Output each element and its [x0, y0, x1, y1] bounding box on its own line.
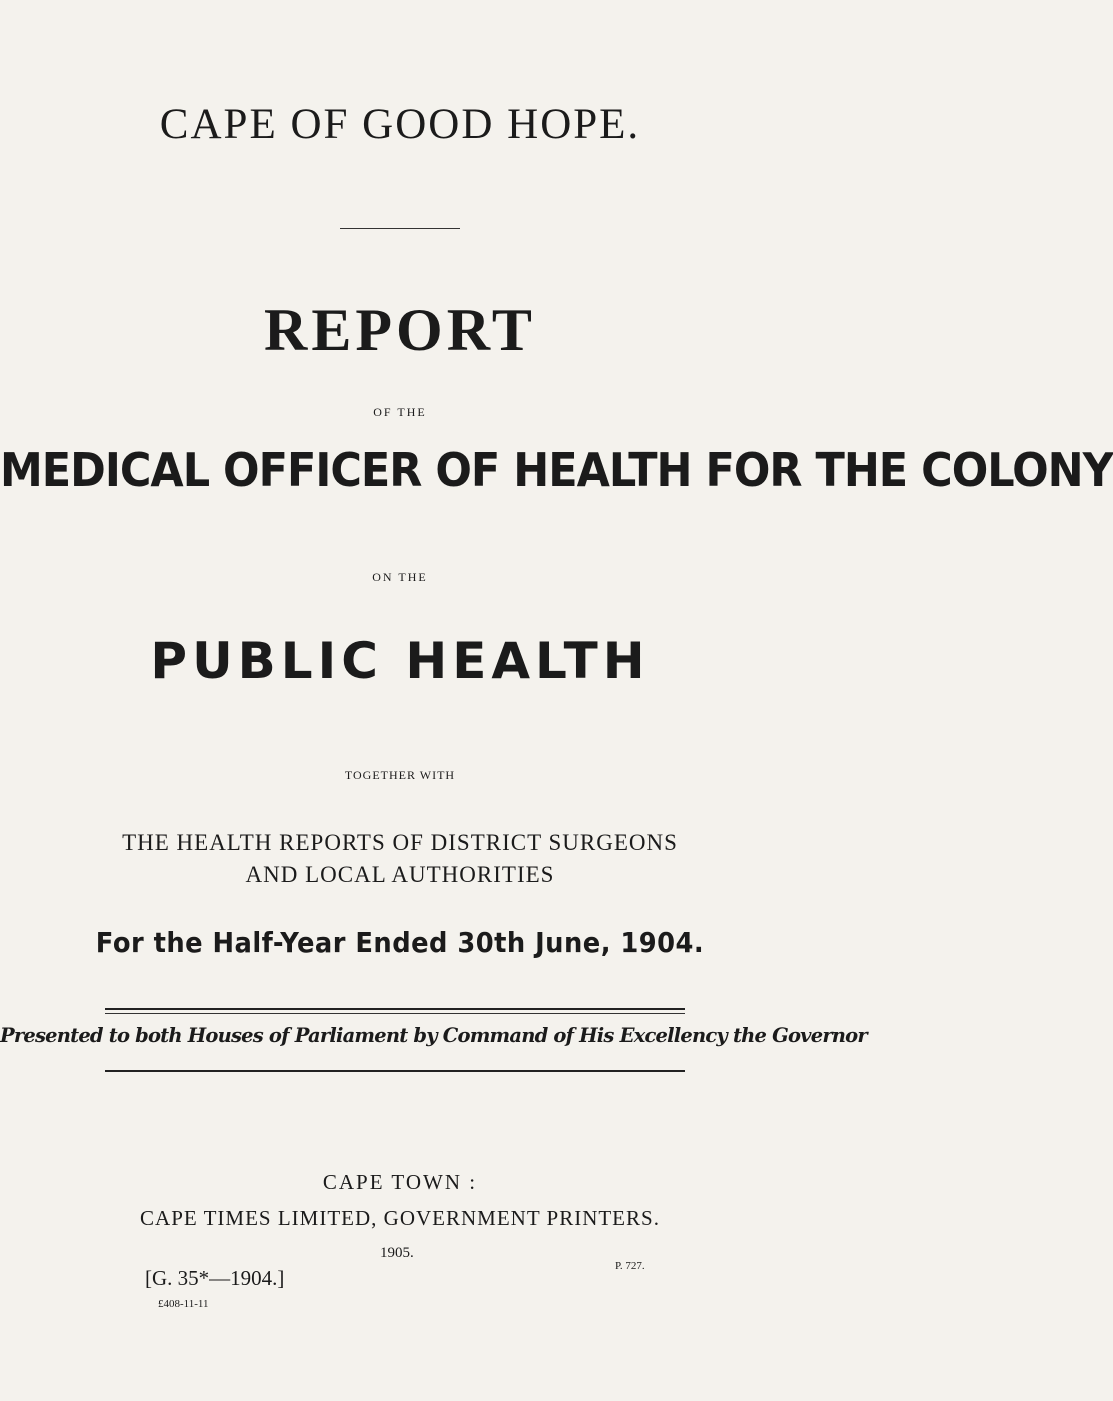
imprint-year: 1905. — [380, 1245, 414, 1261]
price-code: £408-11-11 — [158, 1298, 209, 1310]
reports-line-1: THE HEALTH REPORTS OF DISTRICT SURGEONS — [122, 830, 678, 855]
paper-reference: [G. 35*—1904.] — [145, 1266, 285, 1290]
report-title: REPORT — [264, 297, 536, 363]
period-line: For the Half-Year Ended 30th June, 1904. — [95, 926, 705, 959]
divider-top-thin — [105, 1013, 685, 1014]
colony-heading: CAPE OF GOOD HOPE. — [159, 101, 641, 148]
divider-bottom — [105, 1070, 685, 1072]
subject-title: PUBLIC HEALTH — [150, 632, 650, 690]
presentation-line: Presented to both Houses of Parliament by Command of His Excellency the Governor — [0, 1024, 867, 1047]
page-reference: P. 727. — [615, 1260, 645, 1272]
together-with-label: TOGETHER WITH — [344, 768, 456, 782]
divider-short — [340, 228, 460, 229]
of-the-label: OF THE — [373, 405, 427, 419]
imprint-printer: CAPE TIMES LIMITED, GOVERNMENT PRINTERS. — [140, 1206, 660, 1230]
divider-top — [105, 1008, 685, 1010]
imprint-place: CAPE TOWN : — [322, 1170, 478, 1194]
officer-title: MEDICAL OFFICER OF HEALTH FOR THE COLONY — [0, 444, 1113, 498]
on-the-label: ON THE — [372, 570, 428, 584]
reports-line-2: AND LOCAL AUTHORITIES — [245, 862, 555, 887]
